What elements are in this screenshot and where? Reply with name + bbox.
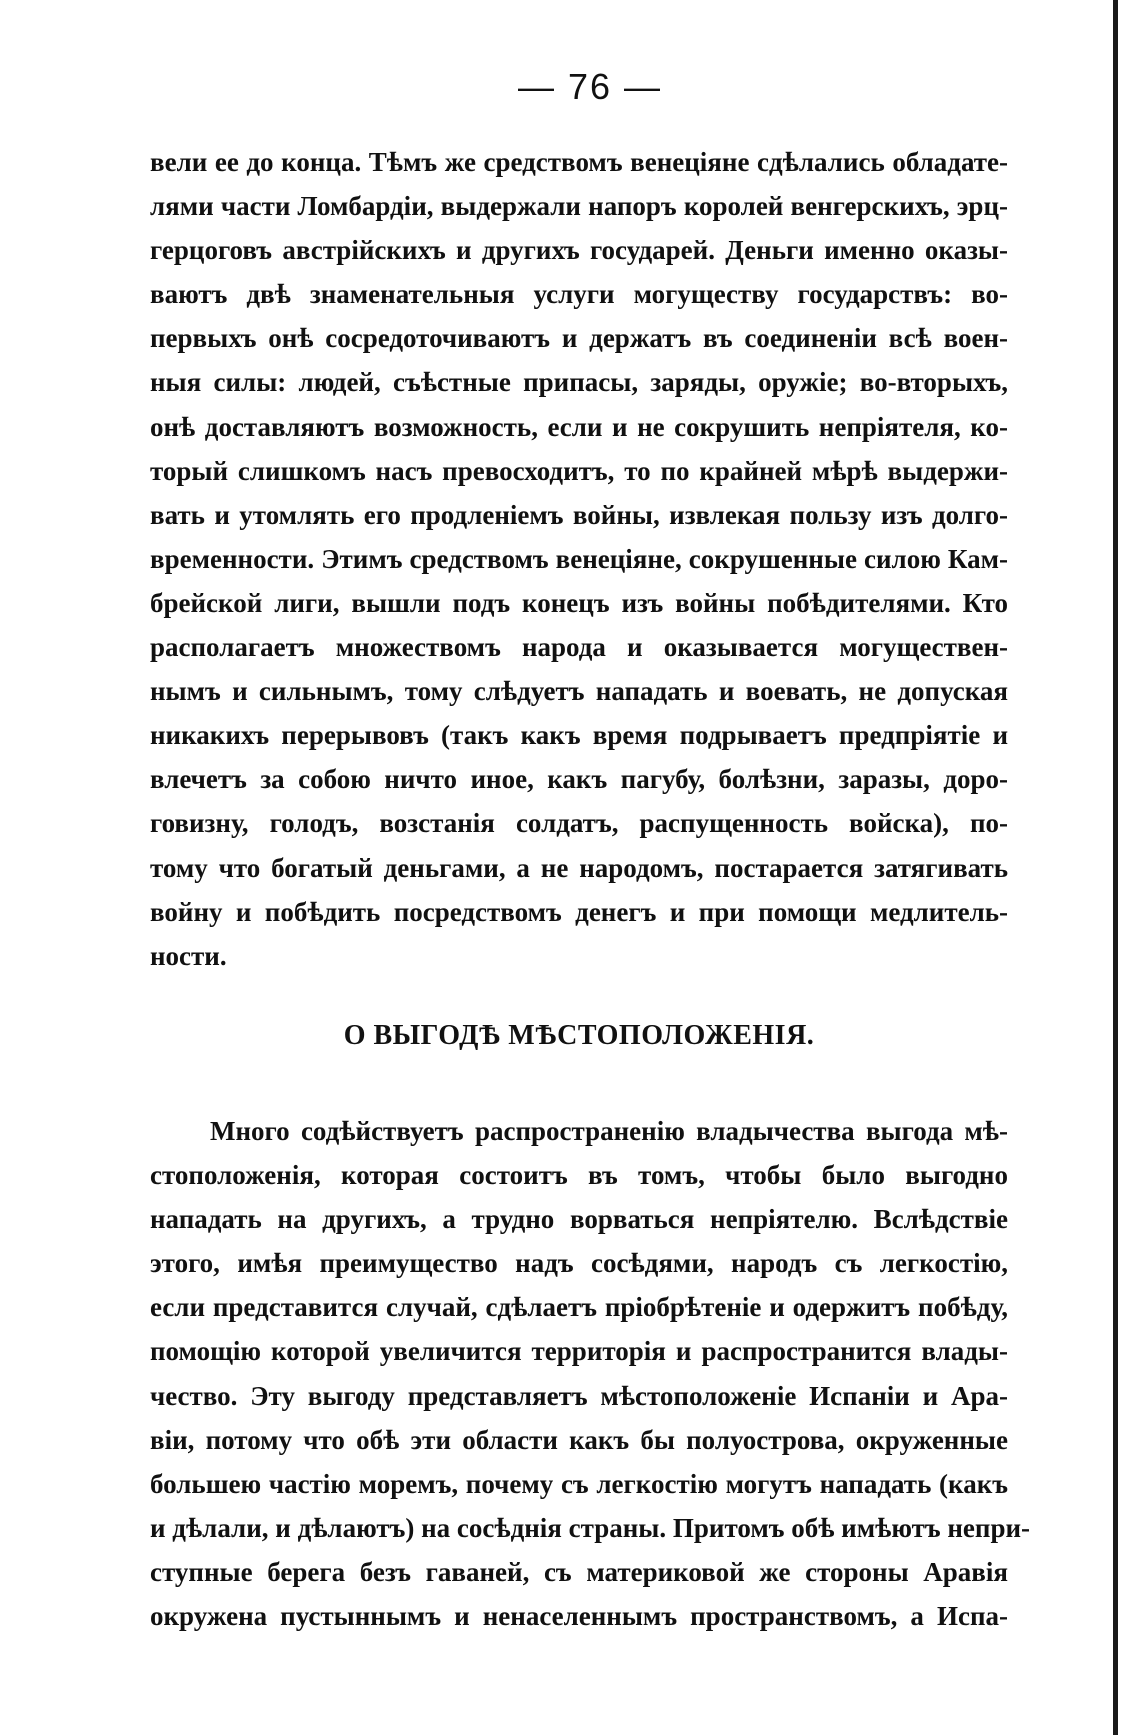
text-line: помощію которой увеличится территорія и распространится влады- [150,1336,1008,1367]
text-line: войну и побѣдить посредствомъ денегъ и при помощи медлитель- [150,896,1008,927]
text-line: торый слишкомъ насъ превосходитъ, то по крайней мѣрѣ выдержи- [150,455,1008,486]
text-line: ныя силы: людей, съѣстные припасы, заряды, оружіе; во-вторыхъ, [150,367,1008,398]
paragraph-location [150,1109,1031,1638]
text-line: лями части Ломбардіи, выдержали напоръ королей венгерскихъ, эрц- [150,191,1008,222]
text-line: окружена пустыннымъ и ненаселеннымъ пространствомъ, а Испа- [150,1601,1008,1632]
text-line: ности. [150,940,227,971]
text-line: тому что богатый деньгами, а не народомъ, постарается затягивать [150,852,1008,883]
text-line: если представится случай, сдѣлаетъ пріобрѣтеніе и одержитъ побѣду, [150,1292,1008,1323]
text-line: віи, потому что обѣ эти области какъ бы полуострова, окруженные [150,1424,1008,1455]
text-line: вели ее до конца. Тѣмъ же средствомъ венеціяне сдѣлались обладате- [150,147,1008,177]
text-line: никакихъ перерывовъ (такъ какъ время подрываетъ предпріятіе и [150,720,1008,751]
paragraph-money [150,140,1008,978]
page-number: — 76 — [517,66,663,107]
text-line: располагаетъ множествомъ народа и оказывается могуществен- [150,632,1008,663]
page-edge-rule [1113,0,1118,1735]
text-line: и дѣлали, и дѣлаютъ) на сосѣднія страны. Притомъ обѣ имѣютъ непри- [150,1512,1031,1543]
text-line: нымъ и сильнымъ, тому слѣдуетъ нападать и воевать, не допуская [150,676,1008,707]
text-line: онѣ доставляютъ возможность, если и не сокрушить непріятеля, ко- [150,411,1008,442]
text-line: стоположенія, которая состоитъ въ томъ, чтобы было выгодно [150,1160,1008,1191]
text-line: Много содѣйствуетъ распространенію владычества выгода мѣ- [210,1116,1008,1146]
section-heading: О ВЫГОДѢ МѢСТОПОЛОЖЕНІЯ. [343,1020,815,1051]
text-line: первыхъ онѣ сосредоточиваютъ и держатъ въ соединеніи всѣ воен- [150,323,1008,354]
text-line: говизну, голодъ, возстанія солдатъ, распущенность войска), по- [150,808,1008,839]
text-line: ступные берега безъ гаваней, съ материковой же стороны Аравія [150,1556,1008,1587]
text-line: влечетъ за собою ничто иное, какъ пагубу, болѣзни, заразы, доро- [150,764,1008,795]
text-line: брейской лиги, вышли подъ конецъ изъ войны побѣдителями. Кто [150,587,1008,618]
text-line: временности. Этимъ средствомъ венеціяне, сокрушенные силою Кам- [150,543,1008,574]
text-line: нападать на другихъ, а трудно ворваться непріятелю. Вслѣдствіе [150,1204,1008,1235]
text-line: чество. Эту выгоду представляетъ мѣстоположеніе Испаніи и Ара- [150,1380,1008,1411]
text-line: ваютъ двѣ знаменательныя услуги могуществу государствъ: во- [150,279,1008,310]
text-line: герцоговъ австрійскихъ и другихъ государей. Деньги именно оказы- [150,235,1008,266]
text-line: этого, имѣя преимущество надъ сосѣдями, народъ съ легкостію, [150,1248,1008,1279]
text-line: большею частію моремъ, почему съ легкостію могутъ нападать (какъ [150,1468,1008,1499]
text-line: вать и утомлять его продленіемъ войны, извлекая пользу изъ долго- [150,499,1008,530]
